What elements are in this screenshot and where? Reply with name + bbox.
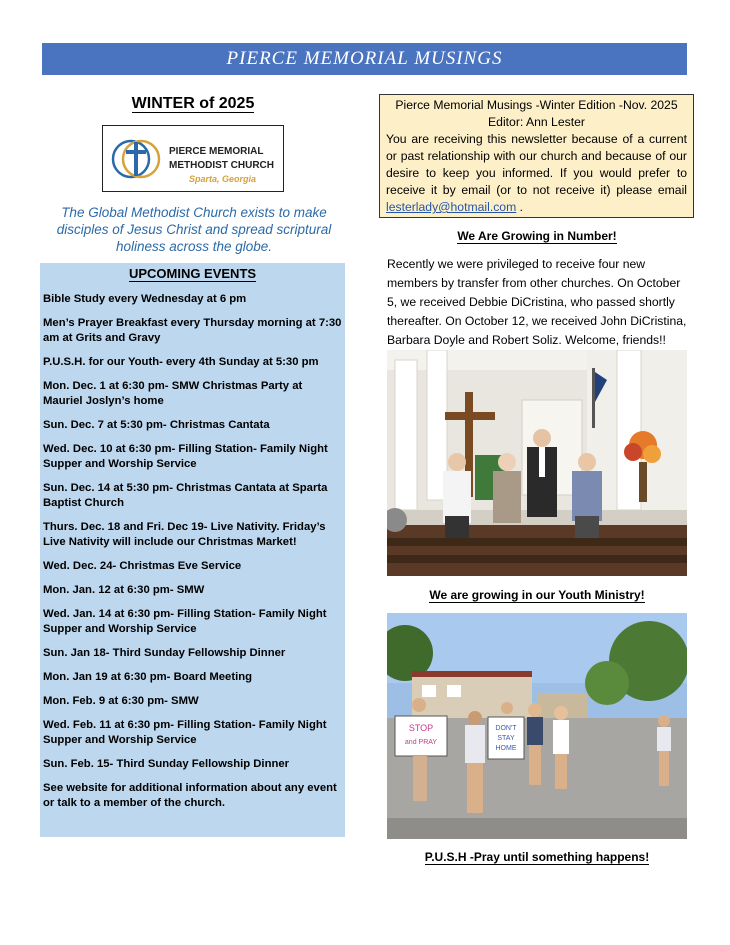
upcoming-events-panel: [40, 263, 345, 837]
svg-text:HOME: HOME: [495, 745, 517, 752]
season-heading: [42, 95, 344, 113]
event-item: Sun. Dec. 7 at 5:30 pm- Christmas Cantata: [43, 419, 270, 431]
info-title: Pierce Memorial Musings -Winter Edition -Nov. 2025: [395, 98, 678, 112]
new-members-photo: [387, 350, 687, 576]
push-caption-text: P.U.S.H -Pray until something happens!: [424, 850, 650, 864]
growing-heading-text: We Are Growing in Number!: [457, 229, 617, 243]
event-item: See website for additional information about any event or talk to a member of the church.: [43, 782, 337, 809]
event-item: Mon. Dec. 1 at 6:30 pm- SMW Christmas Party at Mauriel Joslyn’s home: [43, 380, 303, 407]
event-item: Sun. Feb. 15- Third Sunday Fellowship Dinner: [43, 758, 290, 770]
event-item: Mon. Feb. 9 at 6:30 pm- SMW: [43, 695, 199, 707]
logo-line-2: METHODIST CHURCH: [169, 160, 274, 171]
event-item: Bible Study every Wednesday at 6 pm: [43, 293, 247, 305]
season-text: WINTER of 2025: [131, 95, 255, 112]
event-item: Wed. Jan. 14 at 6:30 pm- Filling Station- Family Night Supper and Worship Service: [43, 608, 327, 635]
cross-circles-icon: [109, 132, 165, 186]
event-item: Wed. Feb. 11 at 6:30 pm- Filling Station- Family Night Supper and Worship Service: [43, 719, 327, 746]
youth-heading-text: We are growing in our Youth Ministry!: [429, 588, 645, 602]
email-link[interactable]: lesterlady@hotmail.com: [386, 200, 517, 214]
newsletter-info-box: [379, 94, 694, 218]
logo-line-3: Sparta, Georgia: [189, 174, 257, 184]
event-item: Mon. Jan. 12 at 6:30 pm- SMW: [43, 584, 205, 596]
mission-statement: The Global Methodist Church exists to make disciples of Jesus Christ and spread scriptural holiness across the globe.: [56, 205, 332, 254]
youth-photo: [387, 613, 687, 839]
newsletter-banner: PIERCE MEMORIAL MUSINGS: [42, 43, 687, 75]
push-caption: [387, 850, 687, 864]
event-item: Thurs. Dec. 18 and Fri. Dec 19- Live Nativity. Friday’s Live Nativity will include our Christmas Market!: [43, 521, 326, 548]
event-item: Sun. Dec. 14 at 5:30 pm- Christmas Cantata at Sparta Baptist Church: [43, 482, 328, 509]
event-item: Mon. Jan 19 at 6:30 pm- Board Meeting: [43, 671, 253, 683]
info-end: .: [516, 200, 524, 214]
event-item: Sun. Jan 18- Third Sunday Fellowship Dinner: [43, 647, 286, 659]
growing-heading: [387, 229, 687, 243]
events-heading: [43, 266, 342, 281]
svg-text:STOP: STOP: [408, 723, 434, 733]
church-logo: [102, 125, 284, 192]
events-list: [43, 292, 342, 811]
event-item: Wed. Dec. 10 at 6:30 pm- Filling Station- Family Night Supper and Worship Service: [43, 443, 328, 470]
youth-heading: [387, 588, 687, 602]
svg-text:DON'T: DON'T: [495, 725, 517, 732]
event-item: Men’s Prayer Breakfast every Thursday morning at 7:30 am at Grits and Gravy: [43, 317, 342, 344]
info-body: [386, 131, 687, 216]
growing-paragraph: Recently we were privileged to receive four new members by transfer from other churches. On October 5, we received Debbie DiCristina, who passed shortly thereafter. On October 12, we received John DiCristina, Barbara Doyle and Robert Soliz. Welcome, friends!!: [387, 257, 687, 347]
logo-line-1: PIERCE MEMORIAL: [169, 146, 264, 157]
svg-text:STAY: STAY: [497, 735, 515, 742]
svg-text:and PRAY: and PRAY: [404, 739, 438, 746]
event-item: Wed. Dec. 24- Christmas Eve Service: [43, 560, 242, 572]
info-body-text: You are receiving this newsletter because of a current or past relationship with our church and because of our desire to keep you informed. If you would prefer to receive it by email (or to not receive it) please email: [386, 132, 687, 197]
events-heading-text: UPCOMING EVENTS: [128, 266, 257, 281]
event-item: P.U.S.H. for our Youth- every 4th Sunday at 5:30 pm: [43, 356, 319, 368]
info-editor: Editor: Ann Lester: [488, 115, 585, 129]
